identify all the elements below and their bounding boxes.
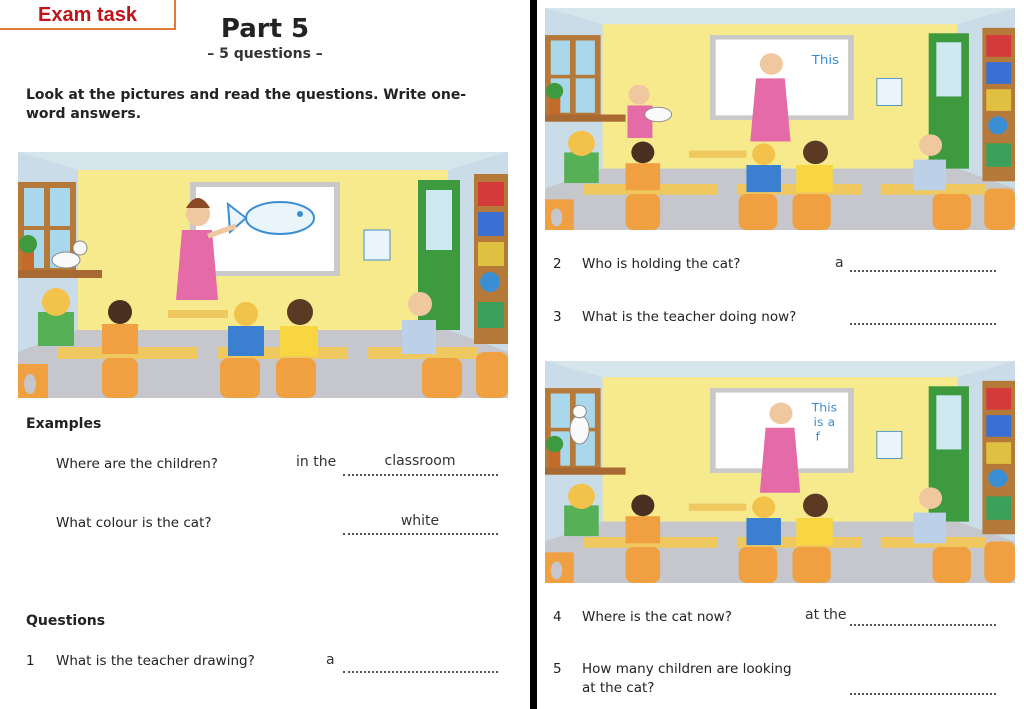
question-1-answer-field[interactable] (343, 671, 498, 673)
example-2-answer-line (343, 533, 498, 535)
question-3-number: 3 (553, 309, 562, 325)
question-1-text: What is the teacher drawing? (56, 653, 255, 669)
example-1-answer-line (343, 474, 498, 476)
example-1-question: Where are the children? (56, 456, 218, 472)
board-text-line-1: This (811, 400, 838, 415)
question-5-text-line-2: at the cat? (582, 680, 655, 696)
question-5-answer-field[interactable] (850, 693, 996, 695)
exam-page-right (537, 0, 1024, 709)
examples-heading: Examples (26, 416, 102, 432)
question-2-number: 2 (553, 256, 562, 272)
classroom-picture-3 (545, 361, 1015, 583)
question-3-answer-field[interactable] (850, 323, 996, 325)
board-text-line-2: is a (813, 415, 836, 429)
classroom-picture-1 (18, 152, 508, 398)
question-3-text: What is the teacher doing now? (582, 309, 797, 325)
example-1-prefix: in the (296, 454, 337, 470)
question-4-prefix: at the (805, 607, 847, 623)
classroom-picture-2 (545, 8, 1015, 230)
question-2-text: Who is holding the cat? (582, 256, 741, 272)
example-2-answer: white (400, 513, 440, 529)
board-text: This (811, 53, 840, 68)
question-4-text: Where is the cat now? (582, 609, 732, 625)
question-2-prefix: a (835, 255, 844, 271)
question-5-text-line-1: How many children are looking (582, 661, 792, 677)
questions-heading: Questions (26, 613, 106, 629)
exam-task-badge: Exam task (0, 0, 176, 30)
example-2-question: What colour is the cat? (56, 515, 212, 531)
question-5-number: 5 (553, 661, 562, 677)
board-text-line-3: f (815, 429, 820, 444)
question-2-answer-field[interactable] (850, 270, 996, 272)
question-4-number: 4 (553, 609, 562, 625)
part-subtitle: – 5 questions – (207, 46, 323, 62)
instructions: Look at the pictures and read the questions. Write one-word answers. (26, 87, 467, 122)
question-1-number: 1 (26, 653, 35, 669)
question-4-answer-field[interactable] (850, 624, 996, 626)
part-title: Part 5 (220, 14, 310, 44)
cat-at-window (570, 405, 589, 444)
example-1-answer: classroom (384, 453, 456, 469)
question-1-prefix: a (326, 652, 335, 668)
